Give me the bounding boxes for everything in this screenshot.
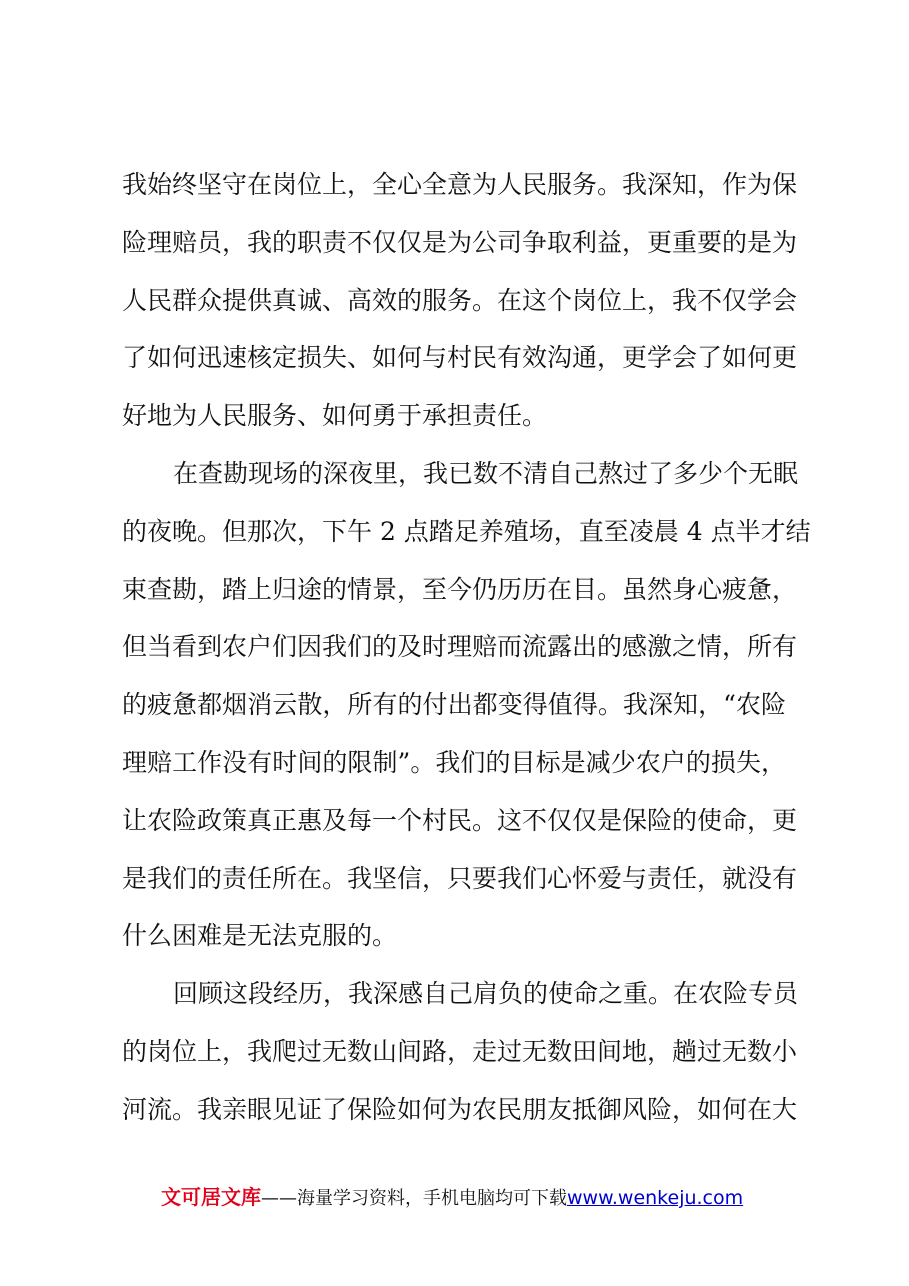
text-line: 的夜晚。但那次，下午 2 点踏足养殖场，直至凌晨 4 点半才结 (122, 516, 811, 546)
text-line: 我始终坚守在岗位上，全心全意为人民服务。我深知，作为保 (122, 170, 798, 199)
footer-link[interactable]: www.wenkeju.com (567, 1187, 744, 1209)
footer-slogan: ——海量学习资料，手机电脑均可下载 (261, 1188, 567, 1209)
text-line: 让农险政策真正惠及每一个村民。这不仅仅是保险的使命，更 (122, 805, 798, 835)
text-line: 人民群众提供真诚、高效的服务。在这个岗位上，我不仅学会 (122, 285, 798, 315)
text-line: 河流。我亲眼见证了保险如何为农民朋友抵御风险，如何在大 (122, 1094, 798, 1124)
footer-banner (161, 1183, 801, 1211)
text-line: 理赔工作没有时间的限制”。我们的目标是减少农户的损失， (122, 747, 786, 777)
text-line: 的岗位上，我爬过无数山间路，走过无数田间地，趟过无数小 (122, 1036, 798, 1066)
footer-brand: 文可居文库 (161, 1185, 261, 1209)
document-body (122, 156, 811, 1139)
text-line: 好地为人民服务、如何勇于承担责任。 (122, 401, 548, 431)
text-line: 了如何迅速核定损失、如何与村民有效沟通，更学会了如何更 (122, 343, 798, 373)
text-line: 束查勘，踏上归途的情景，至今仍历历在目。虽然身心疲惫， (122, 574, 798, 604)
text-line: 险理赔员，我的职责不仅仅是为公司争取利益，更重要的是为 (122, 227, 798, 257)
text-line: 在查勘现场的深夜里，我已数不清自己熬过了多少个无眠 (173, 458, 799, 488)
text-line: 但当看到农户们因我们的及时理赔而流露出的感激之情，所有 (122, 632, 798, 662)
text-line: 是我们的责任所在。我坚信，只要我们心怀爱与责任，就没有 (122, 863, 798, 893)
text-line: 什么困难是无法克服的。 (122, 921, 398, 951)
text-line: 回顾这段经历，我深感自己肩负的使命之重。在农险专员 (173, 979, 799, 1009)
text-line: 的疲惫都烟消云散，所有的付出都变得值得。我深知，“农险 (122, 690, 786, 720)
